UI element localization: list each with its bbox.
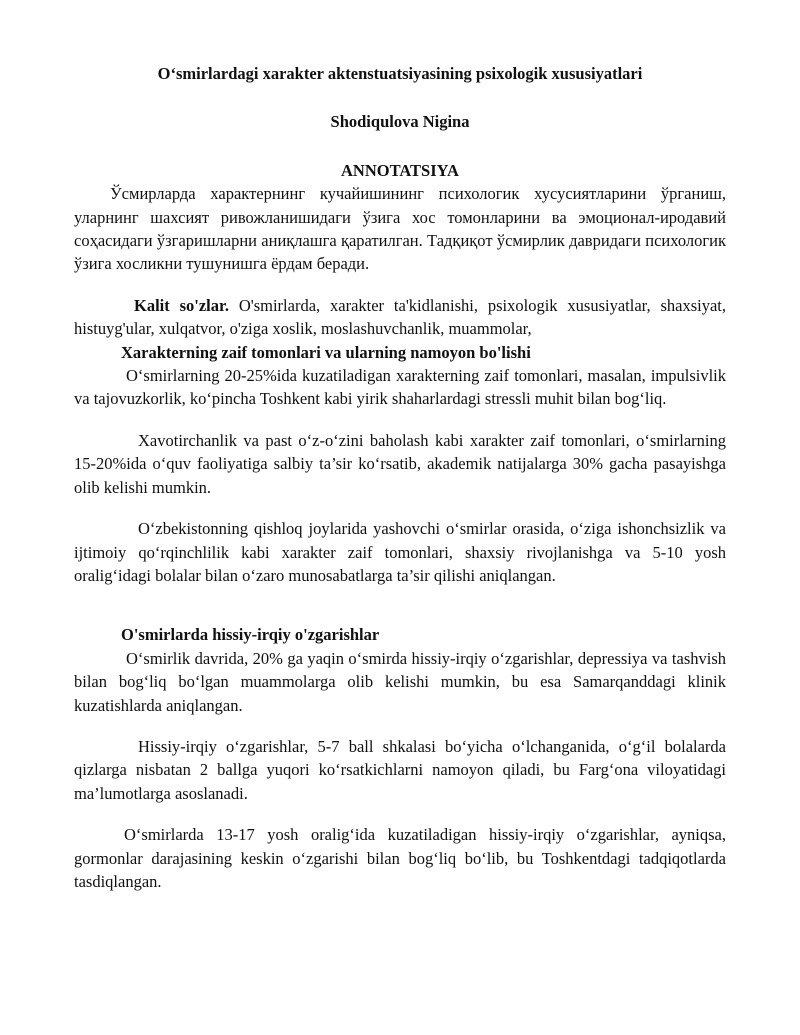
section-heading-weaknesses: Xarakterning zaif tomonlari va ularning namoyon bo'lishi (121, 342, 531, 362)
keywords-label: Kalit so'zlar. (134, 295, 229, 315)
body-paragraph: O‘smirlarning 20-25%ida kuzatiladigan xarakterning zaif tomonlari, masalan, impulsivlik va tajovuzkorlik, ko‘pincha Toshkent kabi yirik shaharlardagi stressli muhit bilan bog‘liq. (74, 366, 726, 409)
document-title: O‘smirlardagi xarakter aktenstuatsiyasining psixologik xususiyatlari (157, 64, 643, 83)
keywords-paragraph (74, 294, 726, 341)
body-paragraph: O‘zbekistonning qishloq joylarida yashovchi o‘smirlar orasida, o‘ziga ishonchsizlik va ijtimoiy qo‘rqinchlilik kabi xarakter zaif tomonlari, shaxsiy rivojlanishga va 5-10 yosh oralig‘idagi bolalar bilan o‘zaro munosabatlarga ta’sir qilishi aniqlangan. (74, 519, 726, 585)
author-name: Shodiqulova Nigina (330, 112, 470, 132)
body-paragraph: Hissiy-irqiy o‘zgarishlar, 5-7 ball shkalasi bo‘yicha o‘lchanganida, o‘g‘il bolalarda qizlarga nisbatan 2 ballga yuqori ko‘rsatkichlarni namoyon qiladi, bu Farg‘ona viloyatidagi ma’lumotlarga asoslanadi. (74, 736, 726, 803)
body-paragraph: O‘smirlarda 13-17 yosh oralig‘ida kuzatiladigan hissiy-irqiy o‘zgarishlar, ayniqsa, gormonlar darajasining keskin o‘zgarishi bilan bog‘liq bo‘lib, bu Toshkentdagi tadqiqotlarda tasdiqlangan. (74, 825, 726, 891)
keywords-list: O'smirlarda, xarakter ta'kidlanishi, psixologik xususiyatlar, shaxsiyat, histuyg'ular, xulqatvor, o'ziga xoslik, moslashuvchanlik, muammolar, (74, 295, 726, 339)
section-heading-emotional-changes: O'smirlarda hissiy-irqiy o'zgarishlar (121, 625, 380, 645)
annotation-heading: ANNOTATSIYA (341, 160, 459, 180)
body-paragraph: Xavotirchanlik va past o‘z-o‘zini baholash kabi xarakter zaif tomonlari, o‘smirlarning 15-20%ida o‘quv faoliyatiga salbiy ta’sir ko‘rsatib, akademik natijalarga 30% gacha pasayishga olib kelishi mumkin. (74, 430, 726, 497)
body-paragraph: O‘smirlik davrida, 20% ga yaqin o‘smirda hissiy-irqiy o‘zgarishlar, depressiya va tashvish bilan bog‘liq bo‘lgan muammolarga olib kelishi mumkin, bu esa Samarqanddagi klinik kuzatishlarda aniqlangan. (74, 648, 726, 715)
annotation-paragraph: Ўсмирларда характернинг кучайишининг психологик хусусиятларини ўрганиш, уларнинг шахсият ривожланишидаги ўзига хос томонларини ва эмоционал-иродавий соҳасидаги ўзгаришларни аниқлашга қаратилган. Тадқиқот ўсмирлик давридаги психологик ўзига хосликни тушунишга ёрдам беради. (74, 184, 726, 274)
